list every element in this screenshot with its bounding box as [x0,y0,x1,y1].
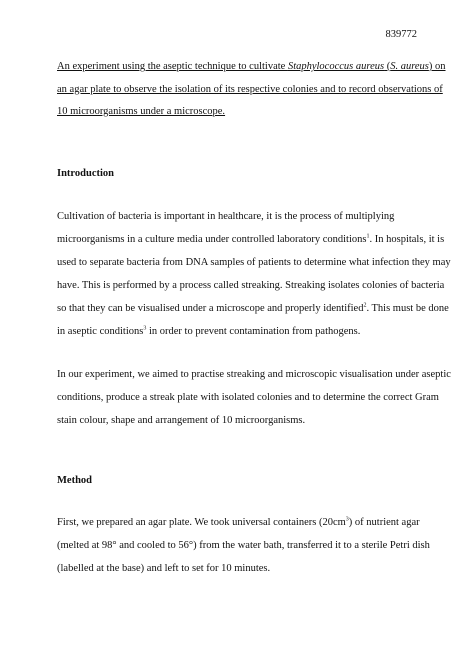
text-span: First, we prepared an agar plate. We took universal containers (20cm [57,517,346,528]
report-title [57,56,446,124]
text-line: conditions, produce a streak plate with isolated colonies and to determine the correct Gram [57,392,439,403]
text-span: so that they can be visualised under a microscope and properly identified [57,303,364,314]
text-line: (labelled at the base) and left to set for 10 minutes. [57,563,271,574]
introduction-paragraph-1 [57,205,451,343]
citation-superscript: 3 [143,325,147,332]
text-line: (melted at 98° and cooled to 56°) from the water bath, transferred it to a sterile Petri dish [57,540,430,551]
text-span: . In hospitals, it is [369,234,445,245]
citation-superscript: 1 [366,233,370,240]
title-text: ( [384,61,391,72]
title-line-3: 10 microorganisms under a microscope. [57,106,226,117]
text-span: microorganisms in a culture media under controlled laboratory conditions [57,234,367,245]
text-span: in order to prevent contamination from pathogens. [146,326,361,337]
text-span: ) of nutrient agar [348,517,420,528]
title-line-2: an agar plate to observe the isolation of its respective colonies and to record observations of [57,83,443,95]
text-line: Cultivation of bacteria is important in healthcare, it is the process of multiplying [57,211,395,222]
title-text: ) on [428,61,446,72]
introduction-heading: Introduction [57,168,114,179]
text-line: used to separate bacteria from DNA samples of patients to determine what infection they may [57,257,451,268]
text-line [57,511,419,534]
introduction-paragraph-2 [57,363,451,432]
title-line-1 [57,56,446,79]
title-species-name: Staphylococcus aureus [287,61,385,72]
text-span: in aseptic conditions [57,326,144,337]
method-heading: Method [57,475,92,486]
text-line [57,320,419,343]
text-line: stain colour, shape and arrangement of 10 microorganisms. [57,415,306,426]
unit-superscript: 3 [345,516,349,523]
citation-superscript: 2 [363,302,367,309]
text-line: In our experiment, we aimed to practise streaking and microscopic visualisation under aseptic [57,369,451,380]
text-span: . This must be done [366,303,449,314]
text-line [57,297,449,320]
method-paragraph-1 [57,511,430,580]
text-line [57,228,445,251]
title-species-abbrev: S. aureus [390,61,429,72]
title-text: An experiment using the aseptic technique to cultivate [57,61,288,72]
page-number: 839772 [385,29,417,40]
text-line: have. This is performed by a process called streaking. Streaking isolates colonies of bacteria [57,280,445,291]
